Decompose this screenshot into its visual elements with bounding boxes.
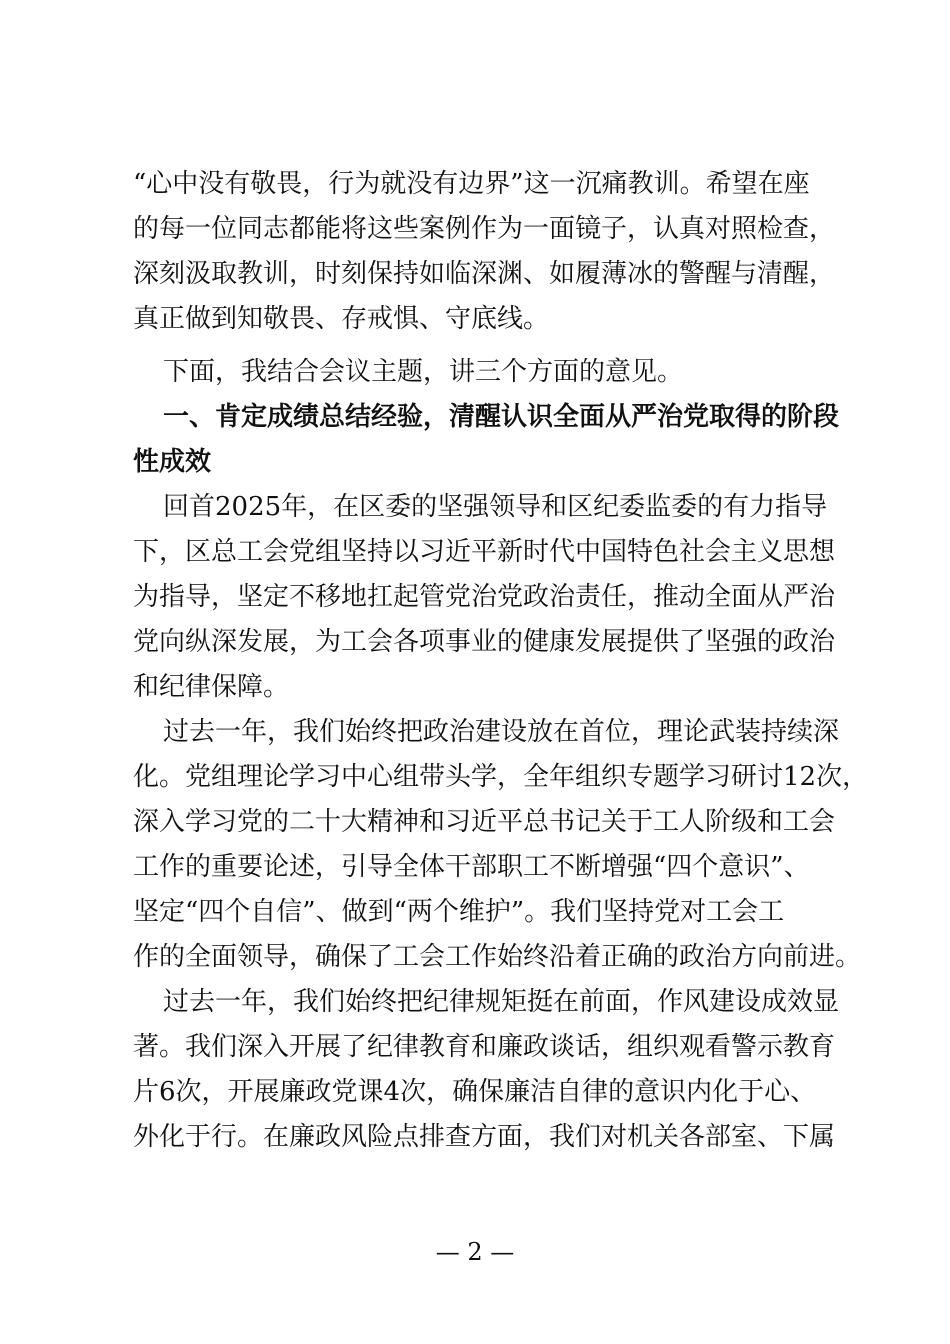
document-page: “心中没有敬畏，行为就没有边界”这一沉痛教训。希望在座 的每一位同志都能将这些案例作为一面镜子，认真对照检查， 深刻汲取教训，时刻保持如临深渊、如履薄冰的警醒与清醒， 真正做到知敬畏、存戒惧、守底线。 下面，我结合会议主题，讲三个方面的意见。 一、肯定成绩总结经验，清醒认识全面从严治党取得的阶段 性成效 回首2025年，在区委的坚强领导和区纪委监委的有力指导 下，区总工会党组坚持以习近平新时代中国特色社会主义思想 为指导，坚定不移地扛起管党治党政治责任，推动全面从严治 党向纵深发展，为工会各项事业的健康发展提供了坚强的政治 和纪律保障。 过去一年，我们始终把政治建设放在首位，理论武装持续深 化。党组理论学习中心组带头学，全年组织专题学习研讨12次， 深入学习党的二十大精神和习近平总书记关于工人阶级和工会 工作的重要论述，引导全体干部职工不断增强“四个意识”、 坚定“四个自信”、做到“两个维护”。我们坚持党对工会工 作的全面领导，确保了工会工作始终沿着正确的政治方向前进。 过去一年，我们始终把纪律规矩挺在前面，作风建设成效显 著。我们深入开展了纪律教育和廉政谈话，组织观看警示教育 片6次，开展廉政党课4次，确保廉洁自律的意识内化于心、 外化于行。在廉政风险点排查方面，我们对机关各部室、下属 — 2 — <box>0 0 950 1344</box>
page-number: — 2 — <box>435 1238 515 1266</box>
